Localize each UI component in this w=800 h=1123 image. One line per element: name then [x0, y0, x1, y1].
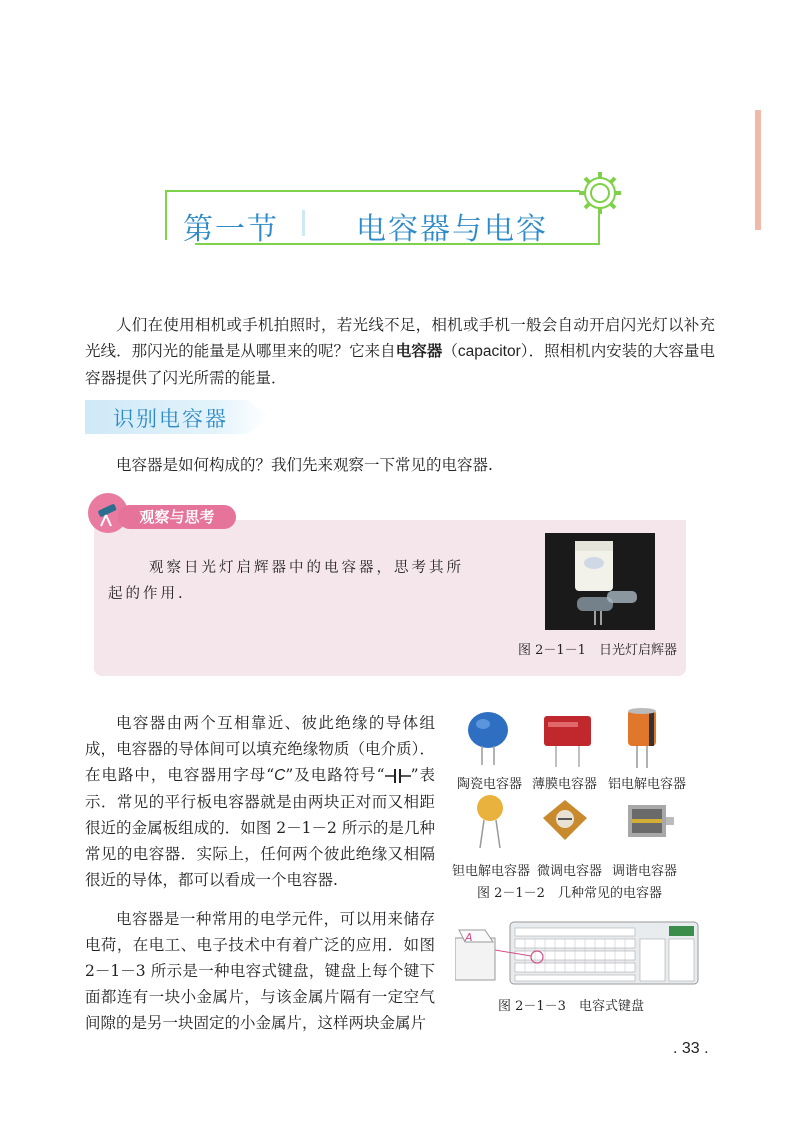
- tuning-capacitor-image: [620, 797, 675, 847]
- term-capacitor: 电容器: [395, 342, 443, 360]
- starter-photo: [545, 533, 655, 630]
- title-frame-top: [165, 190, 580, 192]
- capacitor-symbol-icon: [385, 768, 411, 784]
- figure-caption-2: 图 2－1－2 几种常见的电容器: [477, 886, 662, 901]
- capacitor-label: 钽电解电容器: [452, 864, 531, 879]
- section-number: 第一节: [183, 212, 279, 247]
- observe-label: 观察与思考: [118, 505, 236, 529]
- capacitor-label: 薄膜电容器: [532, 777, 598, 792]
- title-frame-left: [165, 190, 167, 240]
- question-paragraph: 电容器是如何构成的？我们先来观察一下常见的电容器.: [116, 456, 493, 474]
- body-paragraph-1: 电容器由两个互相靠近、彼此绝缘的导体组成，电容器的导体间可以填充绝缘物质（电介质）．在电路中，电容器用字母“C”及电路符号“ ”表示．常见的平行板电容器就是由两块正对而又相距很近的金属板组成的．如图 2－1－2 所示的是几种常见的电容器．实际上，任何两个彼此绝缘又相隔很近的导体，都可以看成一个电容器.: [85, 714, 435, 889]
- keyboard-key-letter: A: [465, 931, 473, 944]
- ceramic-capacitor-image: [463, 710, 513, 765]
- figure-caption-1: 图 2－1－1 日光灯启辉器: [518, 643, 677, 658]
- figure-caption-3: 图 2－1－3 电容式键盘: [498, 999, 644, 1014]
- body-paragraph-2: 电容器是一种常用的电学元件，可以用来储存电荷，在电工、电子技术中有着广泛的应用．如图 2－1－3 所示是一种电容式键盘，键盘上每个键下面都连有一块小金属片，与该金属片隔有一定空气间隙的是另一块固定的小金属片，这样两块金属片: [85, 910, 435, 1032]
- page-number: . 33 .: [673, 1040, 709, 1057]
- capacitor-label: 铝电解电容器: [608, 777, 687, 792]
- tantalum-capacitor-image: [470, 793, 510, 848]
- observe-header: [88, 493, 248, 533]
- edge-color-bar: [755, 110, 761, 230]
- trimmer-capacitor-image: [540, 798, 590, 843]
- observe-text: 观察日光灯启辉器中的电容器，思考其所起的作用.: [108, 560, 464, 602]
- keyboard-image: [455, 920, 700, 988]
- capacitor-label: 调谐电容器: [612, 864, 678, 879]
- film-capacitor-image: [540, 712, 595, 767]
- title-separator: [302, 210, 305, 236]
- capacitor-label: 陶瓷电容器: [457, 777, 523, 792]
- subsection-heading: [85, 400, 270, 434]
- aluminum-electrolytic-capacitor-image: [622, 708, 662, 768]
- intro-paragraph: 人们在使用相机或手机拍照时，若光线不足，相机或手机一般会自动开启闪光灯以补充光线．那闪光的能量是从哪里来的呢？它来自电容器（capacitor）．照相机内安装的大容量电容器提供了闪光所需的能量．: [85, 316, 715, 387]
- subsection-title: 识别电容器: [113, 407, 228, 431]
- term-english: （capacitor）: [442, 343, 529, 360]
- gear-icon: [575, 168, 625, 218]
- section-title: 电容器与电容: [356, 212, 548, 247]
- capacitor-label: 微调电容器: [537, 864, 603, 879]
